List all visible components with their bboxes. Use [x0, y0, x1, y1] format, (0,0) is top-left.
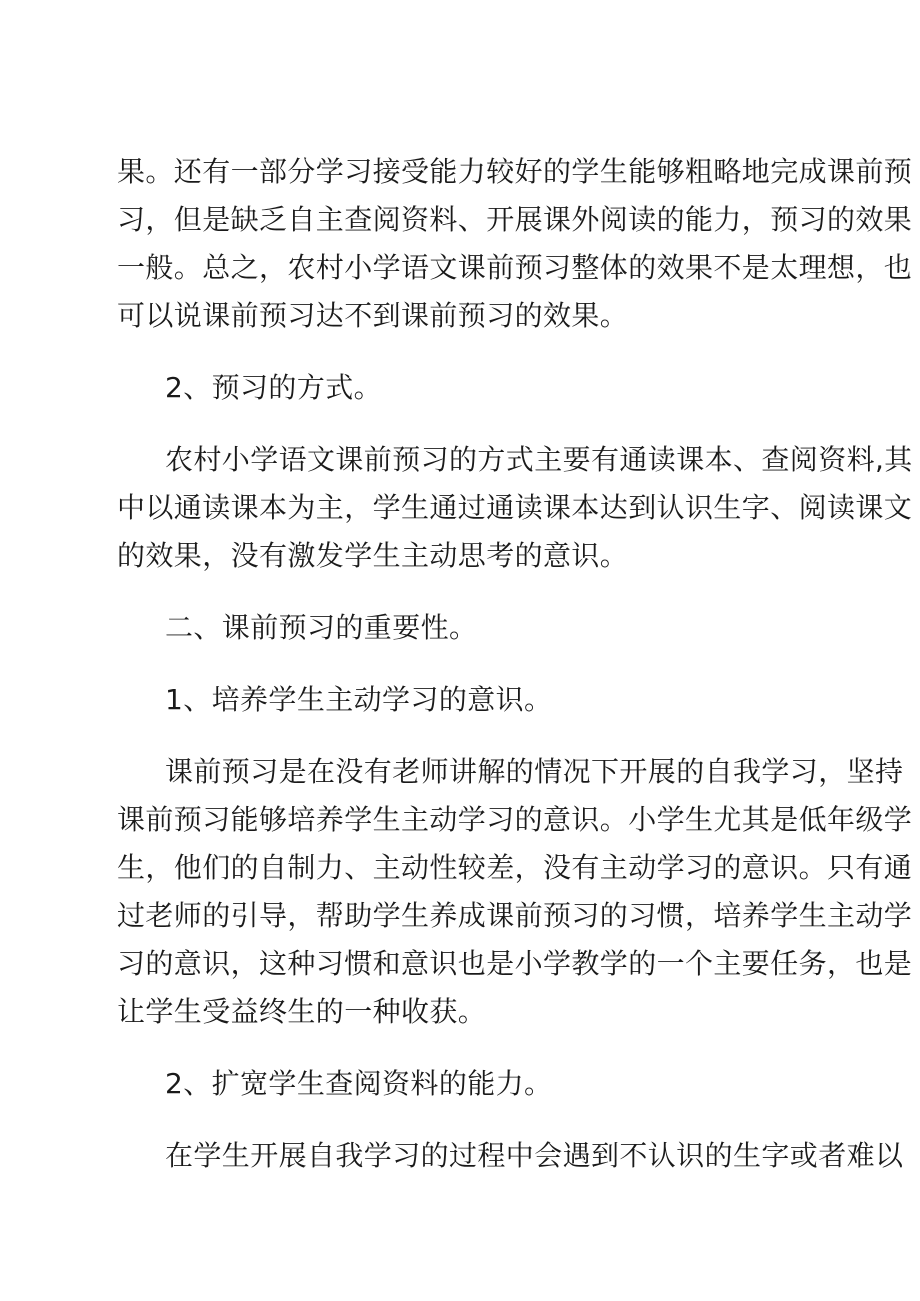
- text-line: 农村小学语文课前预习的方式主要有通读课本、查阅资料,其: [165, 443, 913, 476]
- heading-importance: [117, 604, 812, 652]
- text-line: 生，他们的自制力、主动性较差，没有主动学习的意识。只有通: [117, 851, 913, 884]
- text-line: 可以说课前预习达不到课前预习的效果。: [117, 299, 629, 332]
- text-line: 过老师的引导，帮助学生养成课前预习的习惯，培养学生主动学: [117, 899, 913, 932]
- text-line: 课前预习是在没有老师讲解的情况下开展的自我学习，坚持: [165, 755, 904, 788]
- paragraph-active-learning: [117, 748, 913, 1036]
- paragraph-preview-method: [117, 436, 913, 580]
- heading-research-ability: [117, 1060, 812, 1108]
- text-line: 2、扩宽学生查阅资料的能力。: [165, 1067, 553, 1100]
- text-line: 果。还有一部分学习接受能力较好的学生能够粗略地完成课前预: [117, 155, 913, 188]
- heading-preview-method: [117, 364, 812, 412]
- text-line: 一般。总之，农村小学语文课前预习整体的效果不是太理想，也: [117, 251, 913, 284]
- text-line: 在学生开展自我学习的过程中会遇到不认识的生字或者难以: [165, 1139, 904, 1172]
- document-page: [117, 148, 913, 1180]
- text-line: 习，但是缺乏自主查阅资料、开展课外阅读的能力，预习的效果: [117, 203, 913, 236]
- text-line: 的效果，没有激发学生主动思考的意识。: [117, 539, 629, 572]
- paragraph-research-ability: [117, 1132, 904, 1180]
- text-line: 让学生受益终生的一种收获。: [117, 995, 487, 1028]
- text-line: 中以通读课本为主，学生通过通读课本达到认识生字、阅读课文: [117, 491, 913, 524]
- text-line: 二、课前预习的重要性。: [165, 611, 478, 644]
- text-line: 2、预习的方式。: [165, 371, 383, 404]
- text-line: 习的意识，这种习惯和意识也是小学教学的一个主要任务，也是: [117, 947, 913, 980]
- paragraph-preview-effect-continued: [117, 148, 913, 340]
- text-line: 课前预习能够培养学生主动学习的意识。小学生尤其是低年级学: [117, 803, 913, 836]
- text-line: 1、培养学生主动学习的意识。: [165, 683, 553, 716]
- heading-active-learning: [117, 676, 812, 724]
